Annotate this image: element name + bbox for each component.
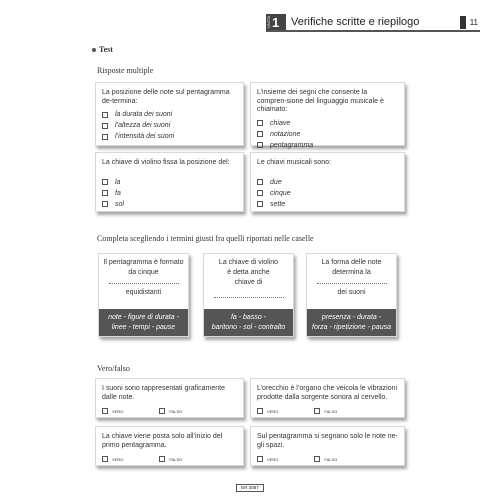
tf-statement: L’orecchio è l’organo che veicola le vibrazioni prodotte dalla sorgente sonora al cervello. — [257, 385, 398, 401]
fill-in-box — [203, 253, 294, 337]
mc-option[interactable]: fa — [102, 188, 237, 199]
tf-card — [95, 378, 244, 418]
checkbox[interactable] — [257, 190, 263, 196]
checkbox[interactable] — [314, 408, 320, 414]
fill-text-line: chiave di — [234, 279, 263, 286]
checkbox[interactable] — [102, 179, 108, 185]
false-option[interactable]: FALSO — [159, 408, 182, 414]
test-heading-text: Test — [99, 45, 113, 54]
tf-card — [250, 426, 405, 466]
checkbox[interactable] — [102, 456, 108, 462]
false-option[interactable]: FALSO — [314, 456, 337, 462]
mc-question-card — [95, 152, 244, 212]
unit-number: 1 — [272, 14, 280, 30]
word-options — [204, 309, 293, 336]
unit-tab-label: UNITÀ — [266, 16, 271, 28]
page-number: 11 — [469, 17, 478, 27]
fill-in-box — [98, 253, 189, 337]
word-options-line: linee - tempi - pause — [111, 324, 176, 331]
unit-tab — [266, 14, 286, 30]
fill-text-line: equidistanti — [125, 289, 162, 296]
mc-option[interactable]: la durata dei suoni — [102, 109, 237, 120]
bullet-icon — [92, 48, 96, 52]
checkbox[interactable] — [102, 190, 108, 196]
checkbox[interactable] — [257, 131, 263, 137]
checkbox[interactable] — [257, 142, 263, 148]
checkbox[interactable] — [257, 408, 263, 414]
mc-option[interactable]: due — [257, 177, 398, 188]
tf-statement: La chiave viene posta solo all’inizio del primo pentagramma. — [102, 433, 223, 449]
section-complete-title: Completa scegliendo i termini giusti fra quelli riportati nelle caselle — [97, 234, 314, 243]
mc-question-text: Le chiavi musicali sono: — [257, 159, 331, 166]
mc-question-text: La posizione delle note sul pentagramma de-terminа: — [102, 89, 230, 105]
word-options-line: forza - ripetizione - pausa — [312, 324, 391, 331]
mc-option[interactable]: notazione — [257, 129, 398, 140]
fill-blank[interactable] — [214, 292, 284, 298]
page-marker — [460, 16, 466, 29]
word-options — [99, 309, 188, 336]
checkbox[interactable] — [159, 408, 165, 414]
true-option[interactable]: VERO — [257, 408, 278, 414]
word-options-line: note - figure di durata - — [108, 314, 179, 321]
word-options-line: fa - basso - — [230, 314, 266, 321]
fill-in-box — [306, 253, 397, 337]
tf-card — [250, 378, 405, 418]
checkbox[interactable] — [102, 134, 108, 140]
mc-option[interactable]: pentagramma — [257, 140, 398, 151]
true-option[interactable]: VERO — [102, 456, 123, 462]
checkbox[interactable] — [257, 201, 263, 207]
mc-question-text: L’insieme dei segni che consente la compren-sione del linguaggio musicale è chiamato: — [257, 89, 384, 113]
tf-statement: Sul pentagramma si segnano solo le note ne-gli spazi. — [257, 433, 398, 449]
checkbox[interactable] — [102, 112, 108, 118]
fill-text-line: determina la — [332, 269, 371, 276]
mc-option[interactable]: sette — [257, 199, 398, 210]
mc-question-card — [95, 82, 244, 146]
tf-card — [95, 426, 244, 466]
fill-text-line: La forma delle note — [321, 259, 382, 266]
mc-option[interactable]: la — [102, 177, 237, 188]
word-options-line: baritono - sol - contralto — [211, 324, 286, 331]
word-options-line: presenza - durata - — [321, 314, 382, 321]
test-heading — [92, 45, 113, 54]
fill-text-line: Il pentagramma è formato — [103, 259, 184, 266]
checkbox[interactable] — [102, 408, 108, 414]
checkbox[interactable] — [102, 201, 108, 207]
page-title: Verifiche scritte e riepilogo — [291, 16, 420, 28]
true-option[interactable]: VERO — [257, 456, 278, 462]
checkbox[interactable] — [257, 179, 263, 185]
fill-text-line: dei suoni — [337, 289, 366, 296]
checkbox[interactable] — [314, 456, 320, 462]
checkbox[interactable] — [257, 456, 263, 462]
fill-text-line: da cinque — [128, 269, 159, 276]
fill-blank[interactable] — [109, 278, 179, 284]
checkbox[interactable] — [159, 456, 165, 462]
fill-blank[interactable] — [317, 278, 387, 284]
page-header — [266, 14, 480, 32]
tf-statement: I suoni sono rappresentati graficamente dalle note. — [102, 385, 225, 401]
true-option[interactable]: VERO — [102, 408, 123, 414]
section-true-false-title: Vero/falso — [97, 364, 130, 373]
false-option[interactable]: FALSO — [314, 408, 337, 414]
mc-question-text: La chiave di violino fissa la posizione del: — [102, 159, 230, 166]
checkbox[interactable] — [102, 123, 108, 129]
mc-option[interactable]: l’altezza dei suoni — [102, 120, 237, 131]
mc-question-card — [250, 152, 405, 212]
false-option[interactable]: FALSO — [159, 456, 182, 462]
mc-option[interactable]: l’intensità dei suoni — [102, 131, 237, 142]
footer-code: ER 3087 — [236, 484, 264, 492]
mc-option[interactable]: cinque — [257, 188, 398, 199]
mc-option[interactable]: chiave — [257, 118, 398, 129]
word-options — [307, 309, 396, 336]
fill-text-line: La chiave di violino — [218, 259, 279, 266]
fill-text-line: è detta anche — [227, 269, 270, 276]
mc-option[interactable]: sol — [102, 199, 237, 210]
mc-question-card — [250, 82, 405, 149]
checkbox[interactable] — [257, 120, 263, 126]
section-multiple-choice-title: Risposte multiple — [97, 66, 154, 75]
